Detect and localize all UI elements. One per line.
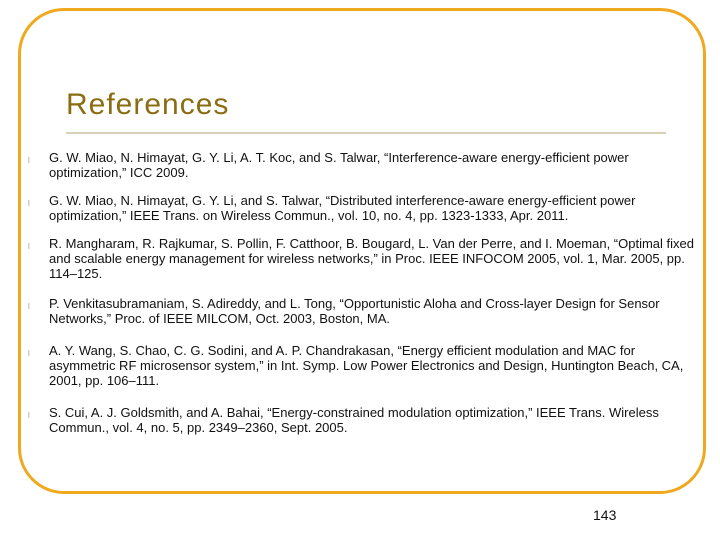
reference-item [28, 193, 704, 223]
references-list [28, 150, 704, 435]
reference-item [28, 236, 704, 281]
slide-title: References [66, 88, 230, 121]
reference-text: P. Venkitasubramaniam, S. Adireddy, and L. Tong, “Opportunistic Aloha and Cross-layer Design for Sensor Networks,” Proc. of IEEE MILCOM, Oct. 2003, Boston, MA. [49, 296, 660, 326]
page-number: 143 [593, 507, 617, 523]
reference-item [28, 405, 704, 435]
reference-text: R. Mangharam, R. Rajkumar, S. Pollin, F. Catthoor, B. Bougard, L. Van der Perre, and I. Moeman, “Optimal fixed and scalable energy management for wireless networks,” in Proc. IEEE INFOCOM 2005, vol. 1, Mar. 2005, pp. 114–125. [49, 236, 694, 281]
bullet-icon: l [28, 349, 30, 358]
title-underline [66, 132, 666, 134]
bullet-icon: l [28, 411, 30, 420]
bullet-icon: l [28, 302, 30, 311]
bullet-icon: l [28, 199, 30, 208]
bullet-icon: l [28, 156, 30, 165]
reference-text: G. W. Miao, N. Himayat, G. Y. Li, A. T. Koc, and S. Talwar, “Interference-aware energy-efficient power optimization,” ICC 2009. [49, 150, 629, 180]
reference-text: A. Y. Wang, S. Chao, C. G. Sodini, and A. P. Chandrakasan, “Energy efficient modulation and MAC for asymmetric RF microsensor system,” in Int. Symp. Low Power Electronics and Design, Huntington Beach, CA, 2001, pp. 106–111. [49, 343, 684, 388]
bullet-icon: l [28, 242, 30, 251]
reference-item [28, 296, 704, 326]
reference-text: S. Cui, A. J. Goldsmith, and A. Bahai, “Energy-constrained modulation optimization,” IEEE Trans. Wireless Commun., vol. 4, no. 5, pp. 2349–2360, Sept. 2005. [49, 405, 659, 435]
reference-item [28, 150, 704, 180]
reference-text: G. W. Miao, N. Himayat, G. Y. Li, and S. Talwar, “Distributed interference-aware energy-efficient power optimization,” IEEE Trans. on Wireless Commun., vol. 10, no. 4, pp. 1323-1333, Apr. 2011. [49, 193, 636, 223]
reference-item [28, 343, 704, 388]
